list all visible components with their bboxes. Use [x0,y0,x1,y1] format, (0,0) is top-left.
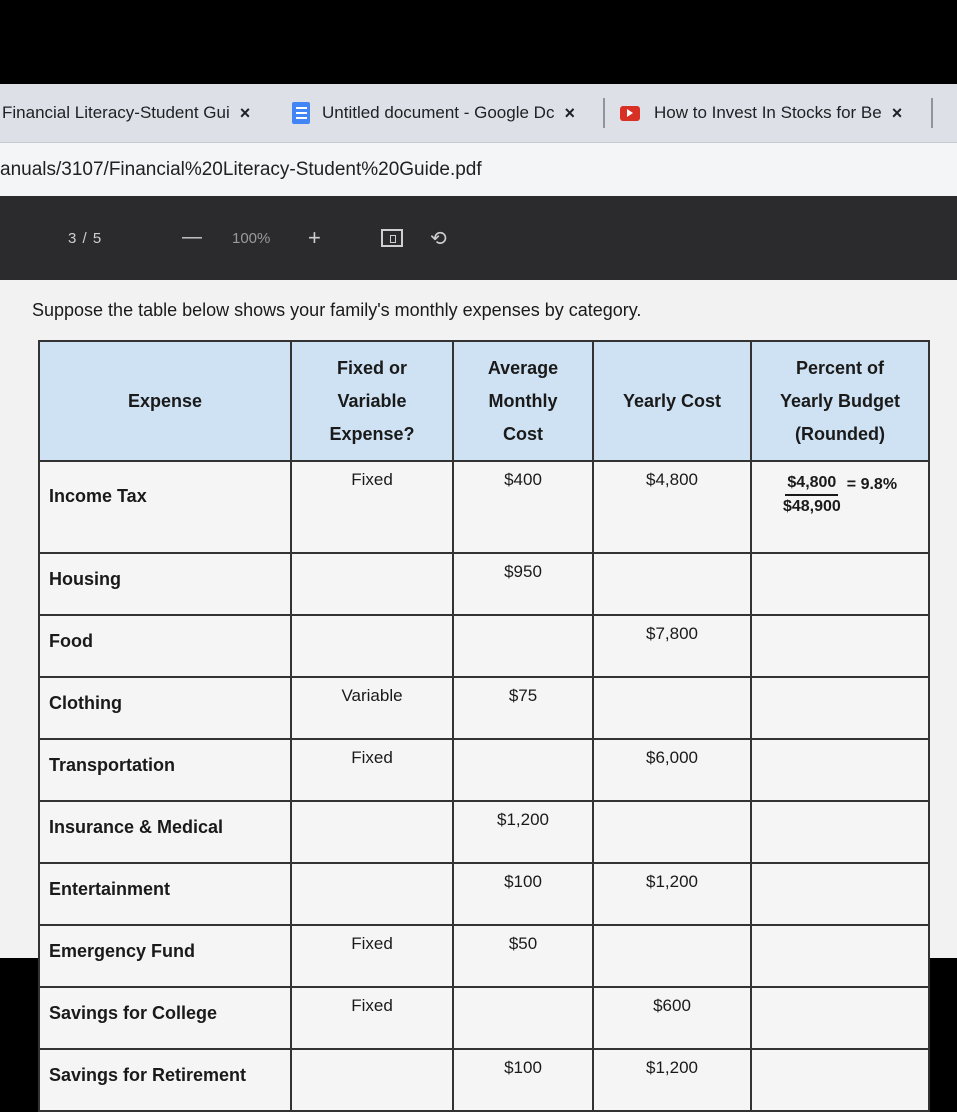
expense-type [291,801,453,863]
table-row [39,677,929,739]
percent-of-budget [751,677,929,739]
intro-text: Suppose the table below shows your family's monthly expenses by category. [32,300,642,320]
tab-youtube[interactable] [620,94,940,132]
url-text[interactable]: anuals/3107/Financial%20Literacy-Student%20Guide.pdf [0,159,482,180]
table-row [39,863,929,925]
header-average-monthly-cost: Average Monthly Cost [453,341,593,461]
youtube-icon [620,106,640,121]
percent-of-budget [751,925,929,987]
expense-name: Savings for Retirement [39,1049,291,1111]
tab-strip [0,84,957,143]
close-icon[interactable]: × [564,102,575,123]
yearly-cost [593,677,751,739]
tab-separator [931,98,933,128]
expense-name: Income Tax [39,461,291,553]
monthly-cost: $400 [453,461,593,553]
percent-of-budget [751,553,929,615]
expense-type: Fixed [291,987,453,1049]
yearly-cost: $7,800 [593,615,751,677]
header-percent-of-budget: Percent of Yearly Budget (Rounded) [751,341,929,461]
table-row [39,739,929,801]
table-row [39,925,929,987]
table-row [39,615,929,677]
yearly-cost: $1,200 [593,1049,751,1111]
monthly-cost: $100 [453,1049,593,1111]
fit-to-page-icon[interactable] [381,229,403,247]
tab-title: How to Invest In Stocks for Be [654,103,882,122]
expense-type [291,615,453,677]
tab-google-doc[interactable] [292,94,597,132]
page-indicator[interactable]: 3 / 5 [68,230,103,247]
monthly-cost: $50 [453,925,593,987]
yearly-cost: $6,000 [593,739,751,801]
expense-name: Emergency Fund [39,925,291,987]
expense-type: Fixed [291,739,453,801]
percent-of-budget [751,987,929,1049]
percent-result: = 9.8% [846,476,898,493]
yearly-cost [593,801,751,863]
pdf-toolbar [0,196,957,280]
expense-name: Savings for College [39,987,291,1049]
rotate-icon[interactable]: ⟲ [430,228,447,250]
screen-bezel [0,0,957,84]
monthly-cost [453,739,593,801]
expense-name: Clothing [39,677,291,739]
tab-title: Financial Literacy-Student Gui [2,103,230,122]
expense-type [291,553,453,615]
table-row [39,801,929,863]
zoom-level[interactable]: 100% [232,230,271,247]
yearly-cost [593,553,751,615]
zoom-out-button[interactable]: — [182,226,202,248]
expense-name: Housing [39,553,291,615]
tab-financial-literacy[interactable] [0,94,272,132]
zoom-in-button[interactable]: + [308,225,321,250]
percent-of-budget [751,801,929,863]
monthly-cost: $950 [453,553,593,615]
expenses-table [38,340,930,1112]
percent-of-budget [751,615,929,677]
yearly-cost: $4,800 [593,461,751,553]
fraction-numerator: $4,800 [785,474,838,496]
fraction [783,474,841,516]
close-icon[interactable]: × [239,102,251,123]
monthly-cost: $75 [453,677,593,739]
yearly-cost [593,925,751,987]
table-row [39,987,929,1049]
monthly-cost [453,987,593,1049]
expense-name: Food [39,615,291,677]
pdf-page [0,280,957,1085]
table-row [39,553,929,615]
monthly-cost: $1,200 [453,801,593,863]
expense-name: Insurance & Medical [39,801,291,863]
expense-name: Entertainment [39,863,291,925]
yearly-cost: $600 [593,987,751,1049]
expense-type [291,863,453,925]
table-header-row [39,341,929,461]
tab-separator [603,98,605,128]
table-row [39,1049,929,1111]
percent-of-budget [751,1049,929,1111]
monthly-cost: $100 [453,863,593,925]
percent-of-budget [751,461,929,553]
header-yearly-cost: Yearly Cost [593,341,751,461]
expense-type: Variable [291,677,453,739]
expense-name: Transportation [39,739,291,801]
expense-type: Fixed [291,461,453,553]
header-fixed-or-variable: Fixed or Variable Expense? [291,341,453,461]
address-bar[interactable] [0,143,957,196]
expense-type [291,1049,453,1111]
close-icon[interactable]: × [891,102,903,123]
header-expense: Expense [39,341,291,461]
tab-title: Untitled document - Google Dc [322,103,555,122]
fraction-denominator: $48,900 [782,498,841,515]
expense-type: Fixed [291,925,453,987]
yearly-cost: $1,200 [593,863,751,925]
percent-of-budget [751,863,929,925]
percent-of-budget [751,739,929,801]
monthly-cost [453,615,593,677]
table-row [39,461,929,553]
google-docs-icon [292,102,310,124]
